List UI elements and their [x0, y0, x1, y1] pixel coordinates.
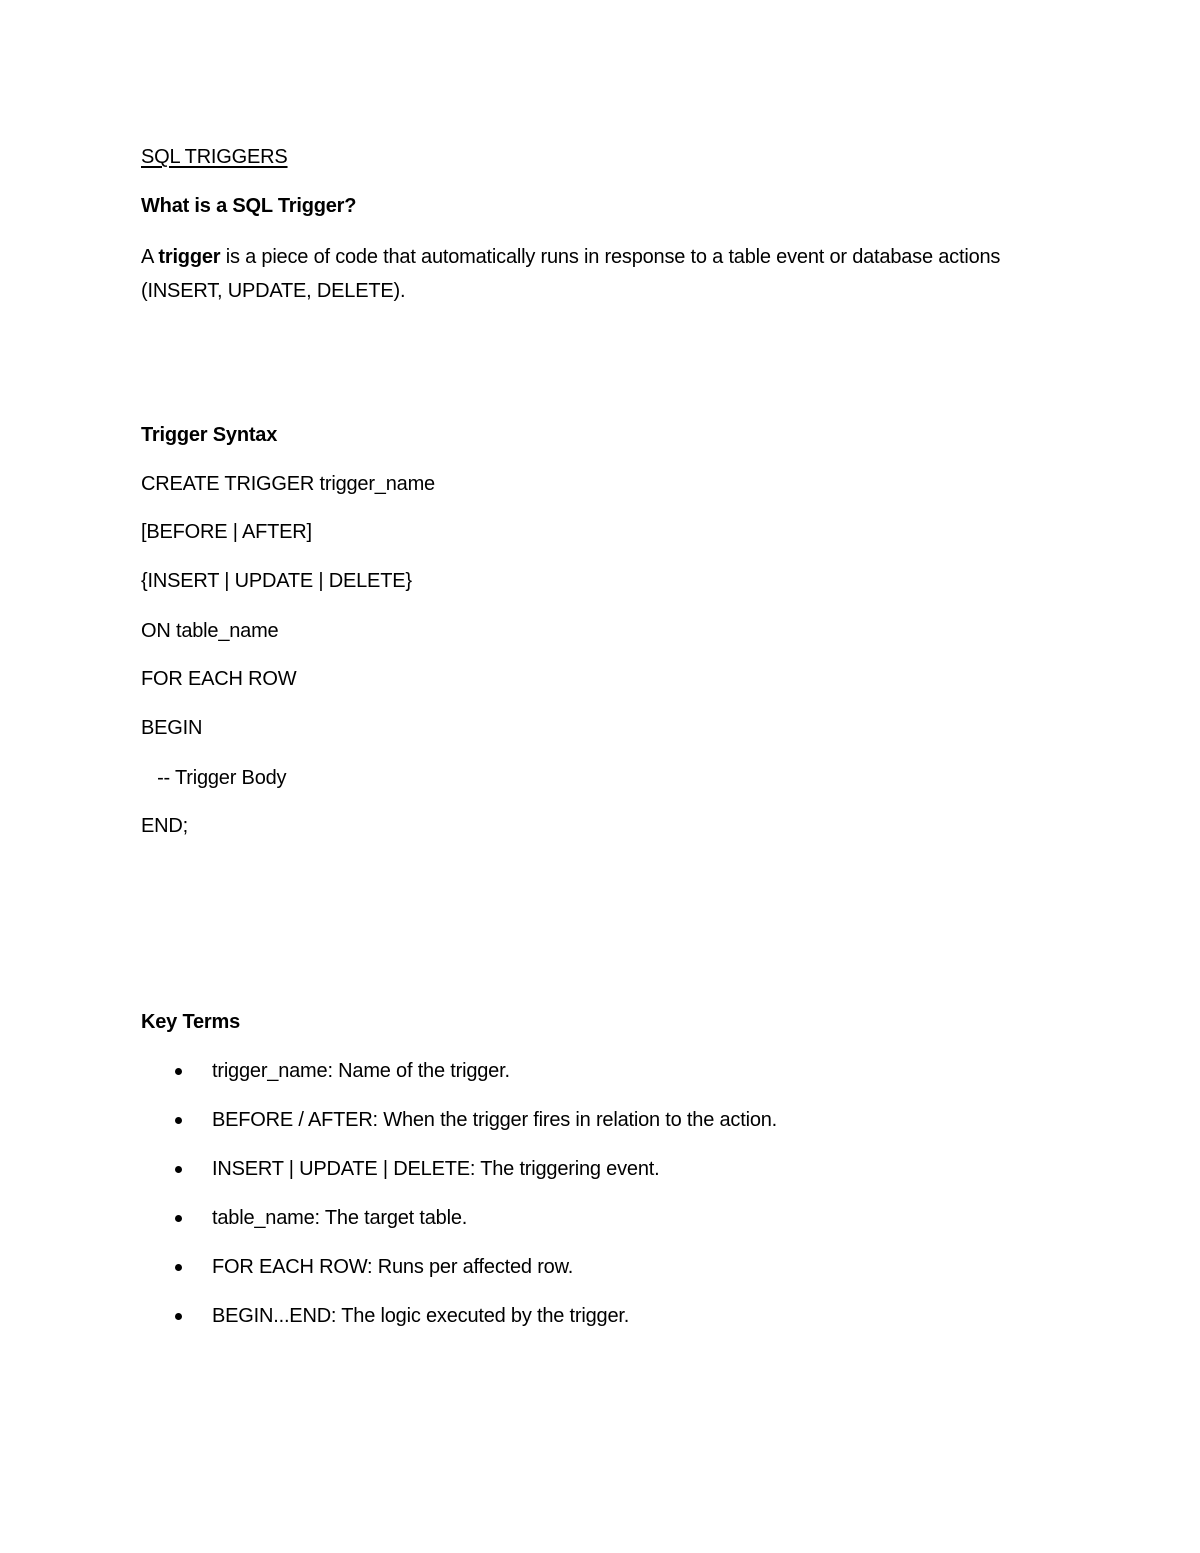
- section-heading-syntax: Trigger Syntax: [141, 424, 278, 446]
- syntax-line: CREATE TRIGGER trigger_name: [141, 473, 435, 495]
- definition-prefix: A: [141, 246, 159, 268]
- syntax-line: BEGIN: [141, 717, 203, 739]
- bullet-icon: [175, 1166, 182, 1173]
- document-title: SQL TRIGGERS: [141, 146, 288, 168]
- list-item-text: BEFORE / AFTER: When the trigger fires in relation to the action.: [212, 1109, 778, 1131]
- syntax-line: {INSERT | UPDATE | DELETE}: [141, 570, 412, 592]
- section-heading-what: What is a SQL Trigger?: [141, 195, 357, 217]
- syntax-line: -- Trigger Body: [141, 767, 287, 789]
- definition-text: is a piece of code that automatically runs in response to a table event or database actions (INSERT, UPDATE, DELETE).: [141, 246, 1001, 302]
- definition-paragraph: [141, 240, 1041, 308]
- list-item-text: INSERT | UPDATE | DELETE: The triggering event.: [212, 1158, 660, 1180]
- bullet-icon: [175, 1215, 182, 1222]
- definition-term: trigger: [158, 246, 221, 268]
- bullet-icon: [175, 1264, 182, 1271]
- syntax-line: [BEFORE | AFTER]: [141, 521, 312, 543]
- bullet-icon: [175, 1068, 182, 1075]
- bullet-icon: [175, 1313, 182, 1320]
- syntax-line: END;: [141, 815, 188, 837]
- list-item-text: FOR EACH ROW: Runs per affected row.: [212, 1256, 574, 1278]
- syntax-line: FOR EACH ROW: [141, 668, 297, 690]
- list-item-text: table_name: The target table.: [212, 1207, 468, 1229]
- list-item-text: trigger_name: Name of the trigger.: [212, 1060, 510, 1082]
- bullet-icon: [175, 1117, 182, 1124]
- syntax-line: ON table_name: [141, 620, 279, 642]
- section-heading-terms: Key Terms: [141, 1011, 240, 1033]
- list-item-text: BEGIN...END: The logic executed by the trigger.: [212, 1305, 630, 1327]
